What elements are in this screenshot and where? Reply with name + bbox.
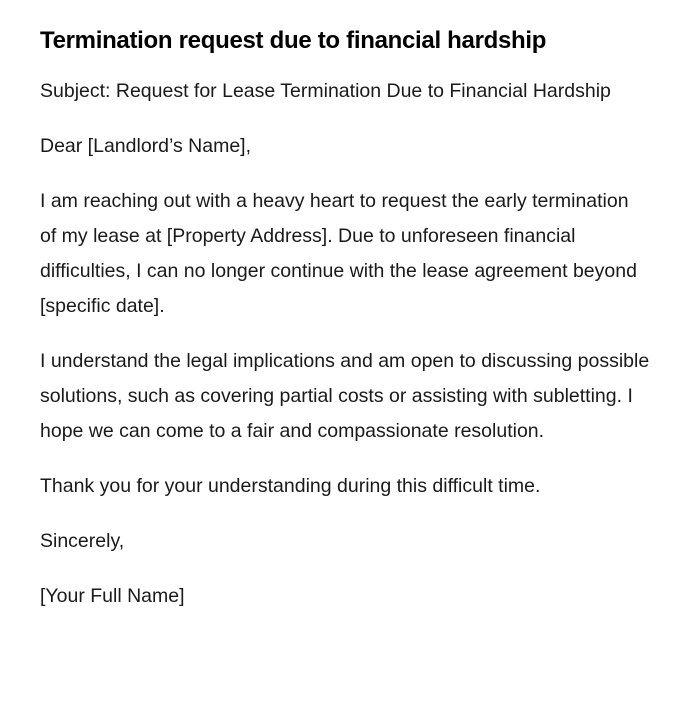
letter — [40, 24, 650, 634]
signature-name: [Your Full Name] — [40, 585, 185, 607]
body-paragraph: I am reaching out with a heavy heart to request the early termination of my lease at [Property Address]. Due to unforeseen financial difficulties, I can no longer continue with the lease agreement beyond [specific date]. — [40, 190, 637, 317]
subject-line: Subject: Request for Lease Termination Due to Financial Hardship — [40, 80, 611, 102]
body-paragraph: I understand the legal implications and am open to discussing possible solutions, such as covering partial costs or assisting with subletting. I hope we can come to a fair and compassionate resolution. — [40, 350, 650, 442]
body-paragraph: Thank you for your understanding during this difficult time. — [40, 475, 541, 497]
closing: Sincerely, — [40, 530, 125, 552]
letter-title: Termination request due to financial hardship — [40, 27, 547, 54]
salutation: Dear [Landlord’s Name], — [40, 135, 251, 157]
